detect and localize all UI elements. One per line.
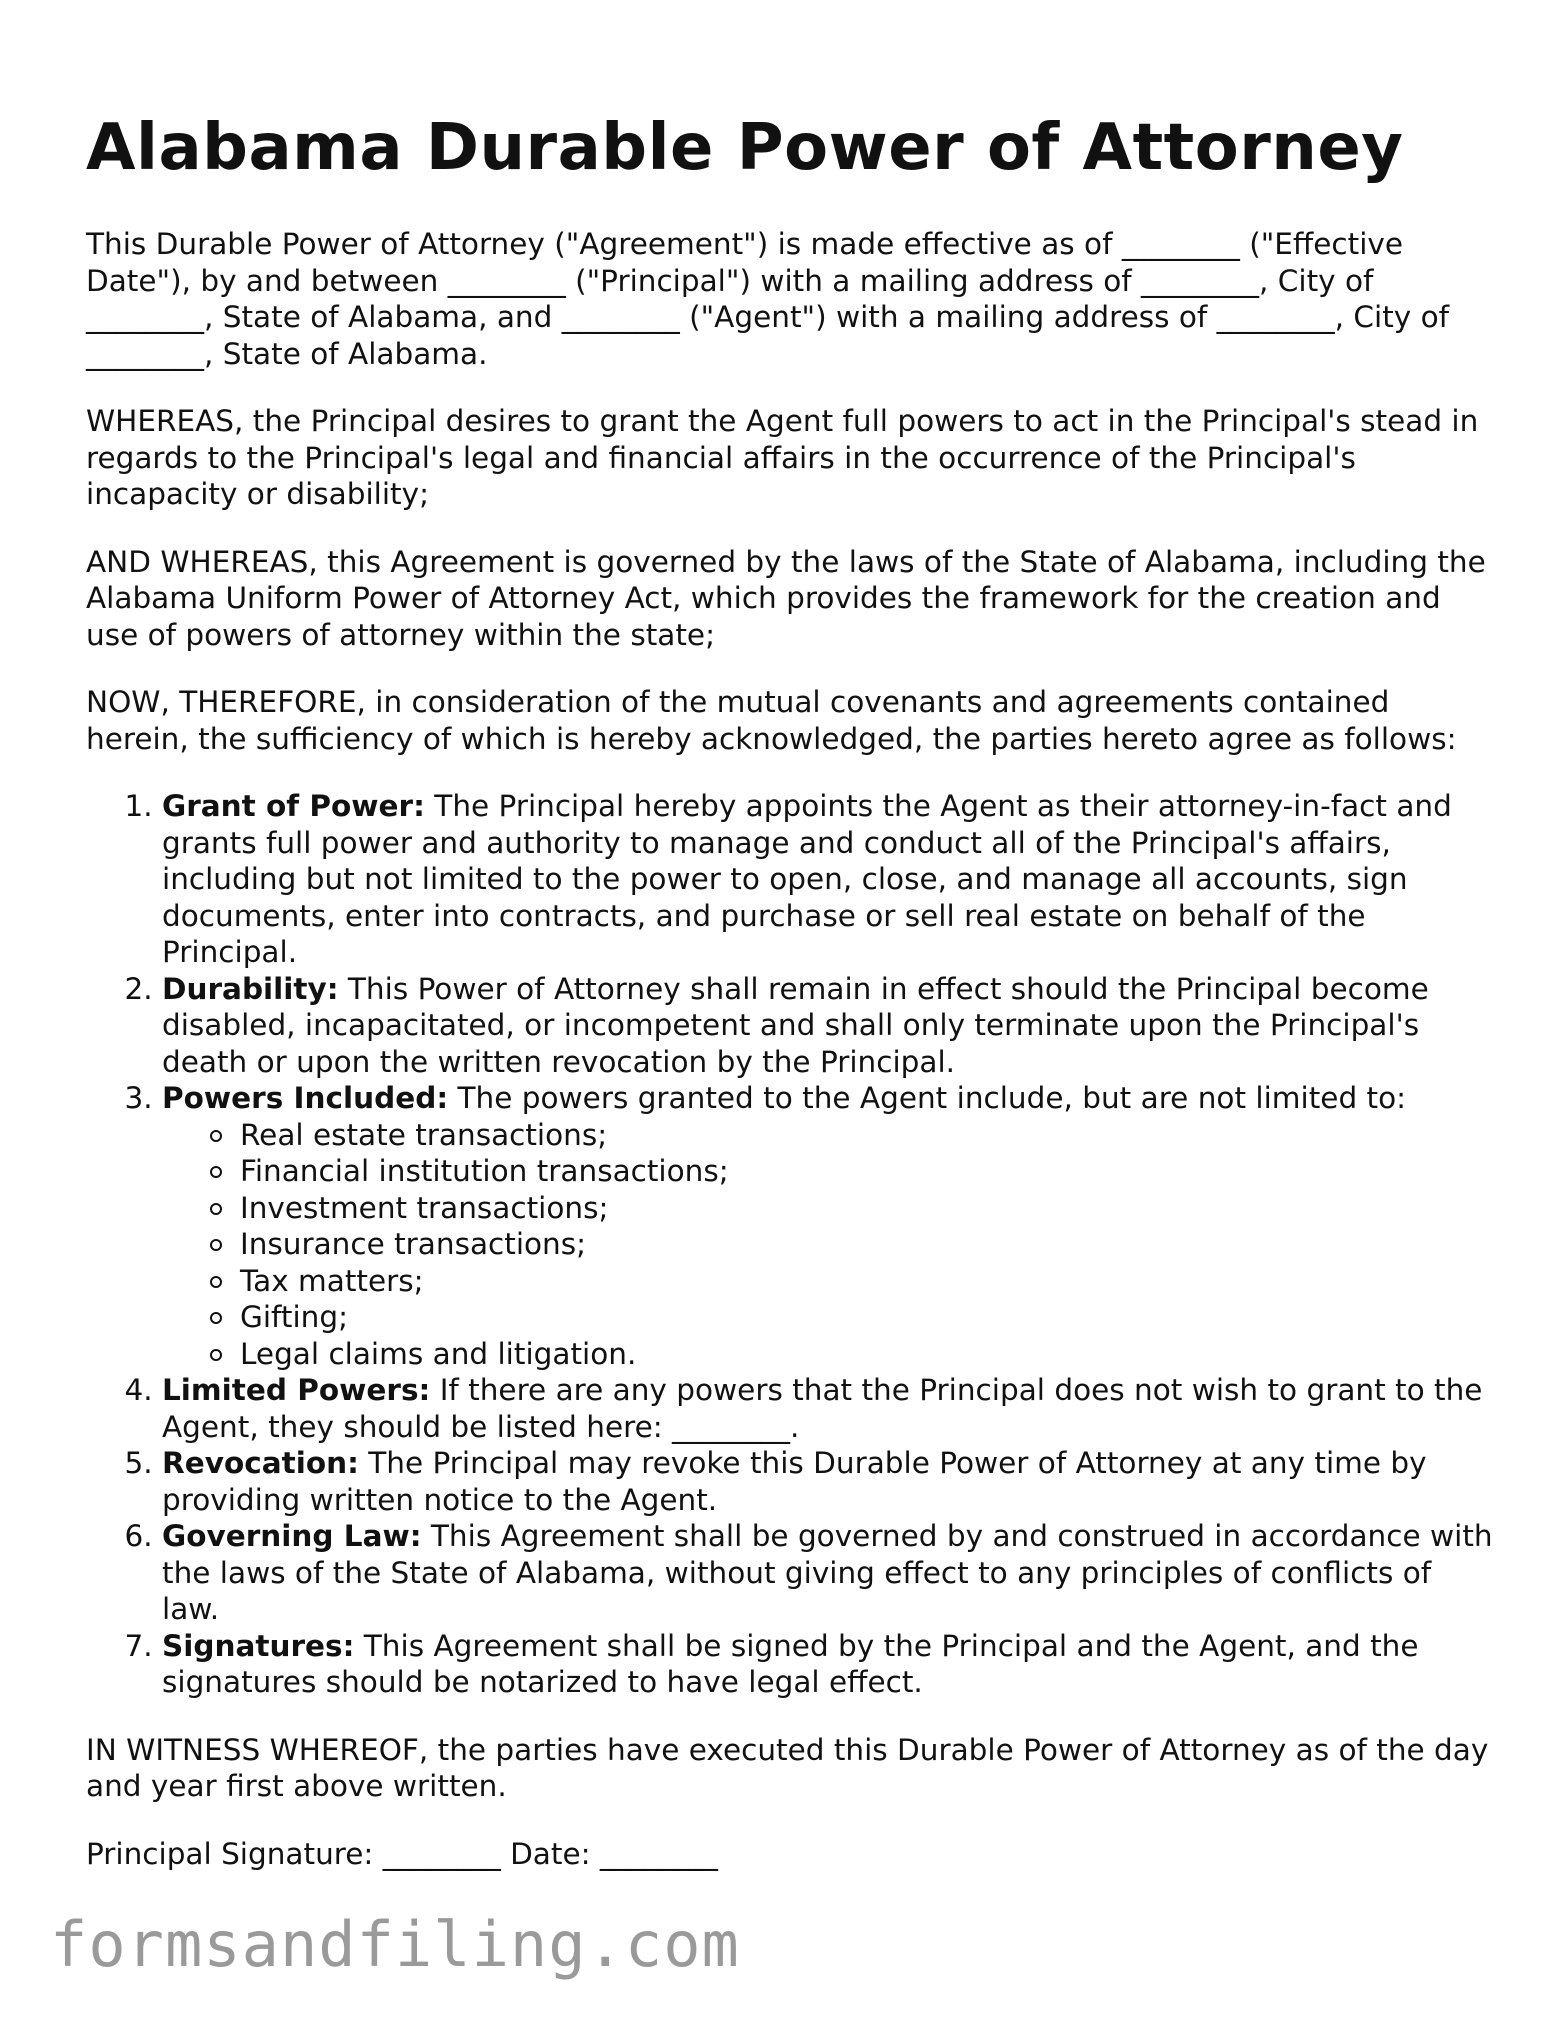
clause-item (162, 1372, 1496, 1445)
clause-heading: Revocation: (162, 1446, 359, 1480)
clause-heading: Limited Powers: (162, 1373, 431, 1407)
watermark: formsandfiling.com (50, 1908, 740, 1981)
clause-item (162, 971, 1496, 1081)
document-page (86, 108, 1496, 1872)
power-item: Financial institution transactions; (240, 1153, 1496, 1190)
clause-heading: Powers Included: (162, 1081, 449, 1115)
powers-sublist (162, 1117, 1496, 1373)
clause-text: The Principal hereby appoints the Agent as their attorney-in-fact and grants full power and authority to manage and conduct all of the Principal's affairs, including but not limited to the power to open, close, and manage all accounts, sign documents, enter into contracts, and purchase or sell real estate on behalf of the Principal. (162, 789, 1452, 969)
signature-line: Principal Signature: ________ Date: ________ (86, 1836, 718, 1871)
clause-heading: Grant of Power: (162, 789, 425, 823)
whereas-paragraph-1: WHEREAS, the Principal desires to grant the Agent full powers to act in the Principal's stead in regards to the Principal's legal and financial affairs in the occurrence of the Principal's incapacity or disability; (86, 404, 1479, 511)
clause-item (162, 788, 1496, 971)
power-item: Legal claims and litigation. (240, 1336, 1496, 1373)
clause-item (162, 1518, 1496, 1628)
power-item: Insurance transactions; (240, 1226, 1496, 1263)
clause-item (162, 1080, 1496, 1372)
clause-text: This Agreement shall be governed by and construed in accordance with the laws of the State of Alabama, without giving effect to any principles of conflicts of law. (162, 1519, 1493, 1626)
clause-heading: Signatures: (162, 1628, 355, 1663)
power-item: Investment transactions; (240, 1190, 1496, 1227)
clause-text: The powers granted to the Agent include, but are not limited to: (448, 1081, 1407, 1115)
document-title: Alabama Durable Power of Attorney (86, 111, 1404, 185)
clause-item (162, 1445, 1496, 1518)
clause-heading: Governing Law: (162, 1519, 422, 1553)
clause-list (86, 788, 1496, 1701)
clause-text: This Power of Attorney shall remain in effect should the Principal become disabled, incapacitated, or incompetent and shall only terminate upon the Principal's death or upon the written revocation by the Principal. (162, 971, 1429, 1079)
whereas-paragraph-2: AND WHEREAS, this Agreement is governed by the laws of the State of Alabama, including the Alabama Uniform Power of Attorney Act, which provides the framework for the creation and use of powers of attorney within the state; (86, 544, 1486, 652)
power-item: Tax matters; (240, 1263, 1496, 1300)
clause-text: The Principal may revoke this Durable Power of Attorney at any time by providing written notice to the Agent. (162, 1446, 1427, 1517)
now-therefore-paragraph: NOW, THEREFORE, in consideration of the mutual covenants and agreements contained herein, the sufficiency of which is hereby acknowledged, the parties hereto agree as follows: (86, 685, 1457, 756)
power-item: Gifting; (240, 1299, 1496, 1336)
intro-paragraph: This Durable Power of Attorney ("Agreement") is made effective as of ________ ("Effective Date"), by and between ________ ("Principal") with a mailing address of ________, City of ________, State of Alabama, and ________ ("Agent") with a mailing address of ________, City of ________, State of Alabama. (86, 227, 1450, 371)
witness-paragraph: IN WITNESS WHEREOF, the parties have executed this Durable Power of Attorney as of the day and year first above written. (86, 1732, 1489, 1803)
clause-heading: Durability: (162, 971, 339, 1006)
power-item: Real estate transactions; (240, 1117, 1496, 1154)
clause-text: This Agreement shall be signed by the Principal and the Agent, and the signatures should be notarized to have legal effect. (162, 1628, 1419, 1699)
clause-item (162, 1628, 1496, 1701)
clause-text: If there are any powers that the Principal does not wish to grant to the Agent, they should be listed here: ________. (162, 1373, 1483, 1444)
